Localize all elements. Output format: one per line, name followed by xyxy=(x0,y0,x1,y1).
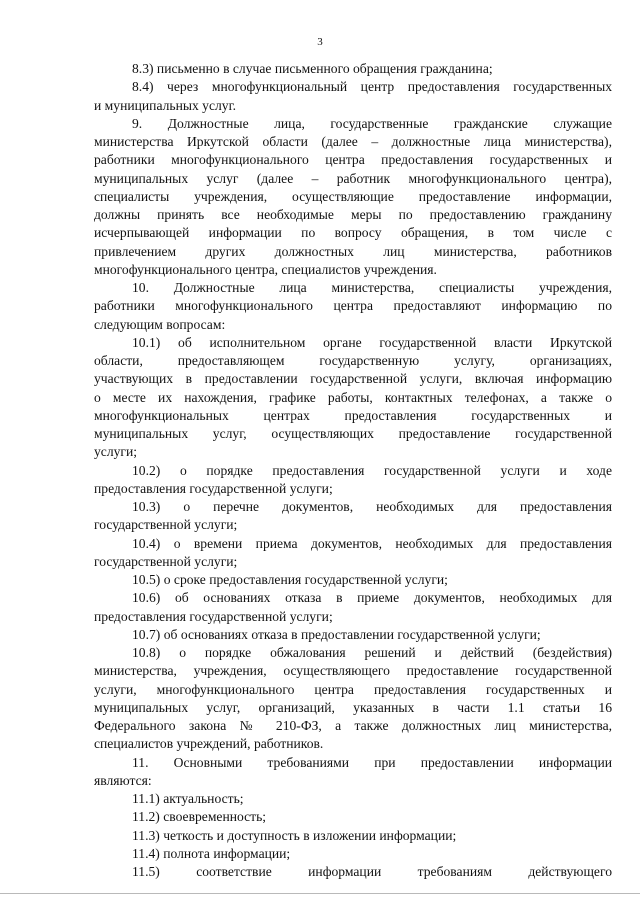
text-line: 11.5) соответствие информации требованиям действующего xyxy=(132,864,612,879)
text-line: 9. Должностные лица, государственные гражданские служащие xyxy=(132,115,612,131)
text-line: 10.8) о порядке обжалования решений и действий (бездействия) xyxy=(132,645,612,660)
text-line: многофункциональных центрах предоставления государственных и xyxy=(94,407,612,423)
text-line: 11.4) полнота информации; xyxy=(132,845,291,861)
text-line: должны принять все необходимые меры по предоставлению гражданину xyxy=(94,207,612,222)
page-number: 3 xyxy=(317,36,323,48)
text-line: предоставления государственной услуги; xyxy=(94,608,333,624)
text-line: государственной услуги; xyxy=(94,517,238,533)
text-line: услуги; xyxy=(94,444,138,460)
text-line: области, предоставляющем государственную услугу, организациях, xyxy=(94,353,612,368)
text-line: 11. Основными требованиями при предоставлении информации xyxy=(132,754,612,770)
text-line: 10.3) о перечне документов, необходимых для предоставления xyxy=(132,499,612,514)
text-line: 10.2) о порядке предоставления государственной услуги и ходе xyxy=(132,462,612,478)
text-line: министерства Иркутской области (далее – должностные лица министерства), xyxy=(94,134,612,149)
text-line: 8.4) через многофункциональный центр предоставления государственных xyxy=(132,79,612,95)
text-line: следующим вопросам: xyxy=(94,316,226,332)
text-line: специалисты учреждения, осуществляющие предоставление информации, xyxy=(94,188,612,204)
text-line: являются: xyxy=(94,772,152,788)
text-line: участвующих в предоставлении государственной услуги, включая информацию xyxy=(94,371,612,387)
text-line: привлечением других должностных лиц министерства, работников xyxy=(94,243,612,259)
text-line: работники многофункционального центра предоставляют информацию по xyxy=(94,298,612,314)
text-line: услуги, многофункционального центра предоставления государственных и xyxy=(94,681,612,697)
text-line: муниципальных услуг (далее – работник многофункционального центра), xyxy=(94,170,612,186)
text-line: 11.1) актуальность; xyxy=(132,791,244,806)
text-line: 10.5) о сроке предоставления государственной услуги; xyxy=(132,572,448,587)
text-line: 10.1) об исполнительном органе государственной власти Иркутской xyxy=(132,334,612,350)
text-line: Федерального закона № 210-ФЗ, а также должностных лиц министерства, xyxy=(94,718,612,733)
text-line: 11.3) четкость и доступность в изложении информации; xyxy=(132,827,457,843)
text-line: 11.2) своевременность; xyxy=(132,809,267,825)
text-line: многофункционального центра, специалистов учреждения. xyxy=(94,261,437,277)
text-line: 10.7) об основаниях отказа в предоставлении государственной услуги; xyxy=(132,626,541,642)
text-line: 10.6) об основаниях отказа в приеме документов, необходимых для xyxy=(132,590,612,606)
text-line: министерства, учреждения, осуществляющего предоставление государственной xyxy=(94,663,612,679)
text-line: исчерпывающей информации по вопросу обращения, в том числе с xyxy=(94,225,612,241)
document-body xyxy=(94,60,612,881)
text-line: 10. Должностные лица министерства, специалисты учреждения, xyxy=(132,280,612,295)
text-line: и муниципальных услуг. xyxy=(94,97,237,113)
text-line: 8.3) письменно в случае письменного обращения гражданина; xyxy=(132,61,493,76)
text-line: муниципальных услуг, осуществляющих предоставление государственной xyxy=(94,426,612,441)
footer-rule xyxy=(0,893,640,894)
text-line: муниципальных услуг, организаций, указанных в части 1.1 статьи 16 xyxy=(94,699,612,715)
text-line: специалистов учреждений, работников. xyxy=(94,736,324,752)
text-line: предоставления государственной услуги; xyxy=(94,480,333,496)
text-line: государственной услуги; xyxy=(94,553,238,569)
text-line: 10.4) о времени приема документов, необходимых для предоставления xyxy=(132,535,612,551)
text-line: работники многофункционального центра предоставления государственных и xyxy=(94,152,612,168)
text-line: о месте их нахождения, графике работы, контактных телефонах, а также о xyxy=(94,389,612,405)
